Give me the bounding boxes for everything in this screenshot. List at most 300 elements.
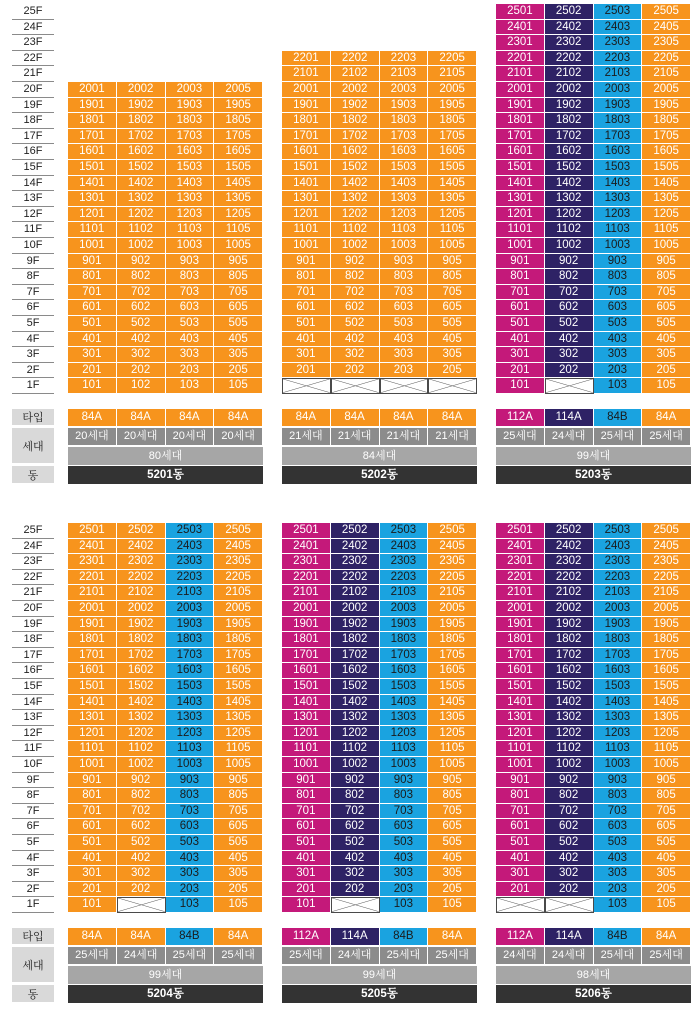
unit-cell[interactable]: 301 xyxy=(68,347,117,363)
unit-cell[interactable]: 702 xyxy=(545,285,594,301)
unit-cell[interactable]: 2201 xyxy=(282,51,331,67)
unit-cell[interactable]: 1203 xyxy=(166,207,215,223)
unit-cell[interactable]: 703 xyxy=(166,804,215,820)
unit-cell[interactable]: 802 xyxy=(117,269,166,285)
unit-cell[interactable]: 805 xyxy=(642,788,691,804)
unit-cell[interactable]: 1303 xyxy=(166,710,215,726)
unit-cell[interactable]: 1002 xyxy=(331,757,380,773)
unit-cell[interactable]: 1601 xyxy=(68,144,117,160)
unit-cell[interactable]: 503 xyxy=(380,316,429,332)
unit-cell[interactable]: 503 xyxy=(594,835,643,851)
unit-cell[interactable]: 1003 xyxy=(594,757,643,773)
unit-cell[interactable]: 405 xyxy=(428,332,477,348)
unit-cell[interactable]: 2205 xyxy=(214,570,263,586)
unit-cell[interactable]: 1401 xyxy=(68,176,117,192)
unit-cell[interactable]: 901 xyxy=(496,254,545,270)
unit-cell[interactable]: 1803 xyxy=(166,113,215,129)
unit-cell[interactable]: 2002 xyxy=(117,601,166,617)
unit-cell[interactable]: 1105 xyxy=(428,741,477,757)
unit-cell[interactable]: 1403 xyxy=(380,176,429,192)
unit-cell[interactable]: 1603 xyxy=(380,144,429,160)
unit-cell[interactable]: 2502 xyxy=(331,523,380,539)
unit-cell[interactable]: 1601 xyxy=(68,663,117,679)
unit-cell[interactable]: 2002 xyxy=(545,82,594,98)
unit-cell[interactable]: 802 xyxy=(117,788,166,804)
unit-cell[interactable]: 802 xyxy=(331,269,380,285)
unit-cell[interactable]: 1401 xyxy=(282,176,331,192)
unit-cell[interactable]: 2105 xyxy=(214,585,263,601)
unit-cell[interactable]: 603 xyxy=(594,300,643,316)
unit-cell[interactable]: 1305 xyxy=(214,710,263,726)
unit-cell[interactable]: 2005 xyxy=(428,82,477,98)
unit-cell[interactable]: 803 xyxy=(594,788,643,804)
unit-cell[interactable]: 502 xyxy=(545,316,594,332)
unit-cell[interactable]: 1103 xyxy=(594,222,643,238)
unit-cell[interactable]: 202 xyxy=(331,363,380,379)
unit-cell[interactable]: 805 xyxy=(214,269,263,285)
unit-cell[interactable]: 903 xyxy=(166,254,215,270)
unit-cell[interactable]: 1905 xyxy=(214,98,263,114)
unit-cell[interactable]: 2102 xyxy=(331,585,380,601)
unit-cell[interactable]: 1802 xyxy=(117,632,166,648)
unit-cell[interactable]: 1003 xyxy=(166,757,215,773)
unit-cell[interactable]: 703 xyxy=(380,285,429,301)
unit-cell[interactable]: 1501 xyxy=(282,679,331,695)
unit-cell[interactable]: 2503 xyxy=(380,523,429,539)
unit-cell[interactable]: 1201 xyxy=(68,207,117,223)
unit-cell[interactable]: 2101 xyxy=(496,585,545,601)
unit-cell[interactable]: 2505 xyxy=(642,523,691,539)
unit-cell[interactable]: 1703 xyxy=(380,129,429,145)
unit-cell[interactable]: 402 xyxy=(117,851,166,867)
unit-cell[interactable]: 2003 xyxy=(166,601,215,617)
unit-cell[interactable]: 1705 xyxy=(428,648,477,664)
unit-cell[interactable]: 805 xyxy=(428,269,477,285)
unit-cell[interactable]: 503 xyxy=(380,835,429,851)
unit-cell[interactable]: 1102 xyxy=(117,741,166,757)
unit-cell[interactable]: 1302 xyxy=(117,710,166,726)
unit-cell[interactable]: 2403 xyxy=(594,20,643,36)
unit-cell[interactable]: 1303 xyxy=(594,710,643,726)
unit-cell[interactable]: 1105 xyxy=(214,741,263,757)
unit-cell[interactable]: 2501 xyxy=(282,523,331,539)
unit-cell[interactable]: 1701 xyxy=(282,648,331,664)
unit-cell[interactable]: 1202 xyxy=(117,726,166,742)
unit-cell[interactable]: 2005 xyxy=(214,601,263,617)
unit-cell[interactable]: 103 xyxy=(166,378,215,394)
unit-cell[interactable]: 605 xyxy=(642,819,691,835)
unit-cell[interactable]: 1003 xyxy=(380,238,429,254)
unit-cell[interactable]: 1505 xyxy=(428,679,477,695)
unit-cell[interactable]: 2201 xyxy=(68,570,117,586)
unit-cell[interactable]: 903 xyxy=(594,254,643,270)
unit-cell[interactable]: 405 xyxy=(642,332,691,348)
unit-cell[interactable]: 1503 xyxy=(594,679,643,695)
unit-cell[interactable]: 1005 xyxy=(428,757,477,773)
unit-cell[interactable]: 1702 xyxy=(117,648,166,664)
unit-cell[interactable]: 803 xyxy=(380,788,429,804)
unit-cell[interactable]: 2005 xyxy=(214,82,263,98)
unit-cell[interactable]: 603 xyxy=(166,300,215,316)
unit-cell[interactable]: 1605 xyxy=(642,144,691,160)
unit-cell[interactable]: 2303 xyxy=(594,554,643,570)
unit-cell[interactable]: 403 xyxy=(594,851,643,867)
unit-cell[interactable]: 2305 xyxy=(428,554,477,570)
unit-cell[interactable]: 501 xyxy=(282,835,331,851)
unit-cell[interactable]: 1802 xyxy=(545,113,594,129)
unit-cell[interactable]: 2401 xyxy=(68,539,117,555)
unit-cell[interactable]: 1305 xyxy=(428,191,477,207)
unit-cell[interactable]: 503 xyxy=(594,316,643,332)
unit-cell[interactable]: 1005 xyxy=(214,238,263,254)
unit-cell[interactable]: 1902 xyxy=(545,617,594,633)
unit-cell[interactable]: 2501 xyxy=(496,4,545,20)
unit-cell[interactable]: 801 xyxy=(282,269,331,285)
unit-cell[interactable]: 1503 xyxy=(594,160,643,176)
unit-cell[interactable]: 1103 xyxy=(380,222,429,238)
unit-cell[interactable]: 2202 xyxy=(545,570,594,586)
unit-cell[interactable]: 2503 xyxy=(594,523,643,539)
unit-cell[interactable]: 702 xyxy=(331,285,380,301)
unit-cell[interactable]: 2301 xyxy=(496,554,545,570)
unit-cell[interactable]: 2203 xyxy=(380,51,429,67)
unit-cell[interactable]: 803 xyxy=(380,269,429,285)
unit-cell[interactable]: 601 xyxy=(68,300,117,316)
unit-cell[interactable]: 105 xyxy=(642,897,691,913)
unit-cell[interactable]: 2103 xyxy=(594,585,643,601)
unit-cell[interactable]: 702 xyxy=(117,285,166,301)
unit-cell[interactable]: 202 xyxy=(117,363,166,379)
unit-cell[interactable]: 1002 xyxy=(117,238,166,254)
unit-cell[interactable]: 1205 xyxy=(214,726,263,742)
unit-cell[interactable]: 1305 xyxy=(214,191,263,207)
unit-cell[interactable]: 2102 xyxy=(545,66,594,82)
unit-cell[interactable]: 1605 xyxy=(214,663,263,679)
unit-cell[interactable]: 901 xyxy=(282,254,331,270)
unit-cell[interactable]: 2503 xyxy=(166,523,215,539)
unit-cell[interactable]: 2502 xyxy=(545,4,594,20)
unit-cell[interactable]: 1302 xyxy=(331,191,380,207)
unit-cell[interactable]: 1602 xyxy=(545,144,594,160)
unit-cell[interactable]: 1502 xyxy=(331,160,380,176)
unit-cell[interactable]: 1202 xyxy=(331,726,380,742)
unit-cell[interactable]: 305 xyxy=(214,347,263,363)
unit-cell[interactable]: 2002 xyxy=(545,601,594,617)
unit-cell[interactable]: 605 xyxy=(428,819,477,835)
unit-cell[interactable]: 1703 xyxy=(594,129,643,145)
unit-cell[interactable]: 101 xyxy=(282,897,331,913)
unit-cell[interactable]: 705 xyxy=(642,804,691,820)
unit-cell[interactable]: 1502 xyxy=(545,679,594,695)
unit-cell[interactable]: 1202 xyxy=(331,207,380,223)
unit-cell[interactable]: 1701 xyxy=(496,129,545,145)
unit-cell[interactable]: 2001 xyxy=(68,82,117,98)
unit-cell[interactable]: 301 xyxy=(68,866,117,882)
unit-cell[interactable]: 1905 xyxy=(642,98,691,114)
unit-cell[interactable]: 1402 xyxy=(117,695,166,711)
unit-cell[interactable]: 1503 xyxy=(380,160,429,176)
unit-cell[interactable]: 202 xyxy=(545,882,594,898)
unit-cell[interactable]: 902 xyxy=(331,254,380,270)
unit-cell[interactable]: 1801 xyxy=(68,113,117,129)
unit-cell[interactable]: 105 xyxy=(642,378,691,394)
unit-cell[interactable]: 1301 xyxy=(282,710,331,726)
unit-cell[interactable]: 603 xyxy=(166,819,215,835)
unit-cell[interactable]: 201 xyxy=(282,882,331,898)
unit-cell[interactable]: 503 xyxy=(166,835,215,851)
unit-cell[interactable]: 2402 xyxy=(545,539,594,555)
unit-cell[interactable]: 905 xyxy=(214,773,263,789)
unit-cell[interactable]: 1203 xyxy=(380,207,429,223)
unit-cell[interactable]: 1001 xyxy=(496,757,545,773)
unit-cell[interactable]: 203 xyxy=(166,882,215,898)
unit-cell[interactable]: 2405 xyxy=(642,20,691,36)
unit-cell[interactable]: 402 xyxy=(545,851,594,867)
unit-cell[interactable]: 1405 xyxy=(428,176,477,192)
unit-cell[interactable]: 101 xyxy=(68,897,117,913)
unit-cell[interactable]: 103 xyxy=(594,378,643,394)
unit-cell[interactable]: 1605 xyxy=(214,144,263,160)
unit-cell[interactable]: 701 xyxy=(496,285,545,301)
unit-cell[interactable]: 2102 xyxy=(331,66,380,82)
unit-cell[interactable]: 505 xyxy=(214,835,263,851)
unit-cell[interactable]: 801 xyxy=(282,788,331,804)
unit-cell[interactable]: 2203 xyxy=(166,570,215,586)
unit-cell[interactable]: 505 xyxy=(642,835,691,851)
unit-cell[interactable]: 1301 xyxy=(496,710,545,726)
unit-cell[interactable]: 1103 xyxy=(166,222,215,238)
unit-cell[interactable]: 902 xyxy=(331,773,380,789)
unit-cell[interactable]: 405 xyxy=(428,851,477,867)
unit-cell[interactable]: 701 xyxy=(282,804,331,820)
unit-cell[interactable]: 505 xyxy=(642,316,691,332)
unit-cell[interactable]: 602 xyxy=(331,819,380,835)
unit-cell[interactable]: 2202 xyxy=(545,51,594,67)
unit-cell[interactable]: 901 xyxy=(496,773,545,789)
unit-cell[interactable]: 702 xyxy=(331,804,380,820)
unit-cell[interactable]: 301 xyxy=(282,866,331,882)
unit-cell[interactable]: 201 xyxy=(496,882,545,898)
unit-cell[interactable]: 303 xyxy=(380,347,429,363)
unit-cell[interactable]: 1105 xyxy=(214,222,263,238)
unit-cell[interactable]: 1601 xyxy=(496,144,545,160)
unit-cell[interactable]: 1203 xyxy=(166,726,215,742)
unit-cell[interactable]: 1001 xyxy=(68,757,117,773)
unit-cell[interactable]: 1701 xyxy=(496,648,545,664)
unit-cell[interactable]: 1101 xyxy=(68,222,117,238)
unit-cell[interactable]: 902 xyxy=(545,773,594,789)
unit-cell[interactable]: 905 xyxy=(428,254,477,270)
unit-cell[interactable]: 105 xyxy=(214,378,263,394)
unit-cell[interactable]: 703 xyxy=(594,285,643,301)
unit-cell[interactable]: 2002 xyxy=(331,601,380,617)
unit-cell[interactable]: 703 xyxy=(594,804,643,820)
unit-cell[interactable]: 2203 xyxy=(594,570,643,586)
unit-cell[interactable]: 602 xyxy=(331,300,380,316)
unit-cell[interactable]: 2302 xyxy=(545,35,594,51)
unit-cell[interactable]: 1603 xyxy=(166,144,215,160)
unit-cell[interactable]: 902 xyxy=(545,254,594,270)
unit-cell[interactable]: 2002 xyxy=(331,82,380,98)
unit-cell[interactable]: 1705 xyxy=(642,129,691,145)
unit-cell[interactable]: 2301 xyxy=(496,35,545,51)
unit-cell[interactable]: 1902 xyxy=(117,98,166,114)
unit-cell[interactable]: 1003 xyxy=(594,238,643,254)
unit-cell[interactable]: 1805 xyxy=(214,632,263,648)
unit-cell[interactable]: 205 xyxy=(642,363,691,379)
unit-cell[interactable]: 2501 xyxy=(496,523,545,539)
unit-cell[interactable]: 2205 xyxy=(642,51,691,67)
unit-cell[interactable]: 1005 xyxy=(642,757,691,773)
unit-cell[interactable]: 1802 xyxy=(331,632,380,648)
unit-cell[interactable]: 903 xyxy=(380,254,429,270)
unit-cell[interactable]: 1002 xyxy=(117,757,166,773)
unit-cell[interactable]: 205 xyxy=(428,363,477,379)
unit-cell[interactable]: 605 xyxy=(428,300,477,316)
unit-cell[interactable]: 905 xyxy=(642,773,691,789)
unit-cell[interactable]: 2001 xyxy=(496,82,545,98)
unit-cell[interactable]: 1405 xyxy=(642,695,691,711)
unit-cell[interactable]: 401 xyxy=(282,332,331,348)
unit-cell[interactable]: 1601 xyxy=(282,144,331,160)
unit-cell[interactable]: 1502 xyxy=(545,160,594,176)
unit-cell[interactable]: 1205 xyxy=(428,726,477,742)
unit-cell[interactable]: 1505 xyxy=(214,160,263,176)
unit-cell[interactable]: 1905 xyxy=(428,98,477,114)
unit-cell[interactable]: 2101 xyxy=(282,585,331,601)
unit-cell[interactable]: 2201 xyxy=(496,51,545,67)
unit-cell[interactable]: 1202 xyxy=(117,207,166,223)
unit-cell[interactable]: 1901 xyxy=(282,98,331,114)
unit-cell[interactable]: 905 xyxy=(214,254,263,270)
unit-cell[interactable]: 1902 xyxy=(545,98,594,114)
unit-cell[interactable]: 2002 xyxy=(117,82,166,98)
unit-cell[interactable]: 1403 xyxy=(594,695,643,711)
unit-cell[interactable]: 1201 xyxy=(68,726,117,742)
unit-cell[interactable]: 401 xyxy=(496,332,545,348)
unit-cell[interactable]: 901 xyxy=(68,773,117,789)
unit-cell[interactable]: 1702 xyxy=(545,648,594,664)
unit-cell[interactable]: 1101 xyxy=(282,741,331,757)
unit-cell[interactable]: 1303 xyxy=(380,191,429,207)
unit-cell[interactable]: 1005 xyxy=(428,238,477,254)
unit-cell[interactable]: 1901 xyxy=(496,617,545,633)
unit-cell[interactable]: 205 xyxy=(428,882,477,898)
unit-cell[interactable]: 805 xyxy=(214,788,263,804)
unit-cell[interactable]: 1401 xyxy=(496,176,545,192)
unit-cell[interactable]: 405 xyxy=(642,851,691,867)
unit-cell[interactable]: 401 xyxy=(68,332,117,348)
unit-cell[interactable]: 1703 xyxy=(380,648,429,664)
unit-cell[interactable]: 705 xyxy=(214,285,263,301)
unit-cell[interactable]: 2003 xyxy=(166,82,215,98)
unit-cell[interactable]: 1803 xyxy=(380,632,429,648)
unit-cell[interactable]: 1901 xyxy=(68,98,117,114)
unit-cell[interactable]: 1803 xyxy=(594,113,643,129)
unit-cell[interactable]: 1801 xyxy=(282,113,331,129)
unit-cell[interactable]: 2302 xyxy=(545,554,594,570)
unit-cell[interactable]: 1705 xyxy=(214,129,263,145)
unit-cell[interactable]: 603 xyxy=(380,300,429,316)
unit-cell[interactable]: 203 xyxy=(594,882,643,898)
unit-cell[interactable]: 103 xyxy=(166,897,215,913)
unit-cell[interactable]: 1301 xyxy=(282,191,331,207)
unit-cell[interactable]: 502 xyxy=(331,835,380,851)
unit-cell[interactable]: 1501 xyxy=(282,160,331,176)
unit-cell[interactable]: 1705 xyxy=(642,648,691,664)
unit-cell[interactable]: 1205 xyxy=(642,726,691,742)
unit-cell[interactable]: 1203 xyxy=(594,207,643,223)
unit-cell[interactable]: 2101 xyxy=(496,66,545,82)
unit-cell[interactable]: 1101 xyxy=(496,741,545,757)
unit-cell[interactable]: 1102 xyxy=(117,222,166,238)
unit-cell[interactable]: 105 xyxy=(214,897,263,913)
unit-cell[interactable]: 602 xyxy=(117,819,166,835)
unit-cell[interactable]: 801 xyxy=(496,788,545,804)
unit-cell[interactable]: 501 xyxy=(68,316,117,332)
unit-cell[interactable]: 1503 xyxy=(166,679,215,695)
unit-cell[interactable]: 901 xyxy=(68,254,117,270)
unit-cell[interactable]: 701 xyxy=(496,804,545,820)
unit-cell[interactable]: 1903 xyxy=(594,98,643,114)
unit-cell[interactable]: 2501 xyxy=(68,523,117,539)
unit-cell[interactable]: 2005 xyxy=(642,601,691,617)
unit-cell[interactable]: 1205 xyxy=(214,207,263,223)
unit-cell[interactable]: 1903 xyxy=(166,617,215,633)
unit-cell[interactable]: 401 xyxy=(282,851,331,867)
unit-cell[interactable]: 1401 xyxy=(282,695,331,711)
unit-cell[interactable]: 2202 xyxy=(331,51,380,67)
unit-cell[interactable]: 2105 xyxy=(642,585,691,601)
unit-cell[interactable]: 303 xyxy=(594,866,643,882)
unit-cell[interactable]: 401 xyxy=(496,851,545,867)
unit-cell[interactable]: 2103 xyxy=(166,585,215,601)
unit-cell[interactable]: 302 xyxy=(331,347,380,363)
unit-cell[interactable]: 2003 xyxy=(594,601,643,617)
unit-cell[interactable]: 1703 xyxy=(594,648,643,664)
unit-cell[interactable]: 2301 xyxy=(282,554,331,570)
unit-cell[interactable]: 403 xyxy=(380,851,429,867)
unit-cell[interactable]: 201 xyxy=(496,363,545,379)
unit-cell[interactable]: 703 xyxy=(380,804,429,820)
unit-cell[interactable]: 205 xyxy=(642,882,691,898)
unit-cell[interactable]: 1402 xyxy=(331,176,380,192)
unit-cell[interactable]: 2401 xyxy=(496,539,545,555)
unit-cell[interactable]: 1803 xyxy=(166,632,215,648)
unit-cell[interactable]: 1901 xyxy=(68,617,117,633)
unit-cell[interactable]: 2405 xyxy=(214,539,263,555)
unit-cell[interactable]: 1905 xyxy=(642,617,691,633)
unit-cell[interactable]: 1302 xyxy=(331,710,380,726)
unit-cell[interactable]: 701 xyxy=(68,285,117,301)
unit-cell[interactable]: 1402 xyxy=(117,176,166,192)
unit-cell[interactable]: 602 xyxy=(545,819,594,835)
unit-cell[interactable]: 403 xyxy=(594,332,643,348)
unit-cell[interactable]: 1503 xyxy=(166,160,215,176)
unit-cell[interactable]: 1801 xyxy=(68,632,117,648)
unit-cell[interactable]: 2003 xyxy=(380,82,429,98)
unit-cell[interactable]: 403 xyxy=(166,851,215,867)
unit-cell[interactable]: 2101 xyxy=(282,66,331,82)
unit-cell[interactable]: 2105 xyxy=(428,66,477,82)
unit-cell[interactable]: 1105 xyxy=(642,222,691,238)
unit-cell[interactable]: 2202 xyxy=(117,570,166,586)
unit-cell[interactable]: 1705 xyxy=(428,129,477,145)
unit-cell[interactable]: 1901 xyxy=(282,617,331,633)
unit-cell[interactable]: 2102 xyxy=(545,585,594,601)
unit-cell[interactable]: 1102 xyxy=(331,741,380,757)
unit-cell[interactable]: 201 xyxy=(282,363,331,379)
